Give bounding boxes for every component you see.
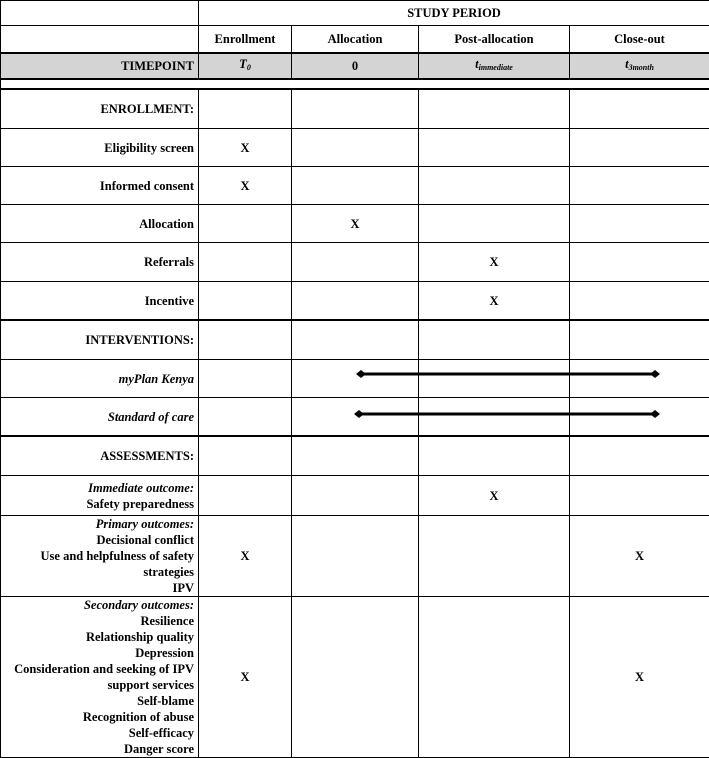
row-label: Incentive	[1, 282, 199, 321]
corner-cell	[1, 1, 199, 26]
mark-cell: X	[199, 516, 292, 597]
mark-cell	[199, 476, 292, 516]
timepoint-enrollment	[199, 53, 292, 79]
mark-cell: X	[199, 167, 292, 205]
primary-title: Primary outcomes:	[95, 517, 194, 531]
secondary-title: Secondary outcomes:	[83, 598, 194, 612]
col-allocation: Allocation	[292, 26, 419, 54]
mark-cell	[419, 167, 570, 205]
secondary-item: Relationship quality	[85, 630, 194, 644]
mark-cell	[292, 597, 419, 758]
mark-cell	[292, 167, 419, 205]
assessments-heading: ASSESSMENTS:	[1, 436, 199, 476]
mark-cell	[292, 282, 419, 321]
table-row	[1, 243, 709, 282]
mark-cell	[570, 243, 709, 282]
mark-cell	[199, 243, 292, 282]
enrollment-heading: ENROLLMENT:	[1, 89, 199, 129]
col-post-allocation: Post-allocation	[419, 26, 570, 54]
timepoint-allocation: 0	[292, 53, 419, 79]
row-label: Allocation	[1, 205, 199, 243]
row-label: Standard of care	[1, 398, 199, 437]
immediate-outcome-label	[1, 476, 199, 516]
mark-cell	[570, 476, 709, 516]
mark-cell	[419, 205, 570, 243]
mark-cell	[570, 205, 709, 243]
col-close-out: Close-out	[570, 26, 709, 54]
immediate-outcome-row	[1, 476, 709, 516]
table-row	[1, 282, 709, 321]
mark-cell: X	[199, 129, 292, 167]
mark-cell: X	[419, 282, 570, 321]
interventions-heading-row	[1, 320, 709, 360]
study-period-row	[1, 1, 709, 26]
immediate-title: Immediate outcome:	[88, 480, 194, 495]
col-enrollment: Enrollment	[199, 26, 292, 54]
mark-cell	[419, 129, 570, 167]
row-label: myPlan Kenya	[1, 360, 199, 398]
primary-outcomes-row	[1, 516, 709, 597]
timepoint-closeout	[570, 53, 709, 79]
tp-close-sub: 3month	[628, 63, 654, 72]
mark-cell	[199, 282, 292, 321]
mark-cell: X	[570, 516, 709, 597]
timepoint-row	[1, 53, 709, 79]
intervention-row-myplan	[1, 360, 709, 398]
mark-cell: X	[419, 243, 570, 282]
interventions-heading: INTERVENTIONS:	[1, 320, 199, 360]
secondary-item: Recognition of abuse	[82, 710, 194, 724]
secondary-item: Self-efficacy	[128, 726, 194, 740]
enrollment-heading-row	[1, 89, 709, 129]
mark-cell	[570, 129, 709, 167]
mark-cell	[292, 516, 419, 597]
assessments-heading-row	[1, 436, 709, 476]
intervention-row-standard	[1, 398, 709, 437]
secondary-item: Depression	[135, 646, 194, 660]
tp-post-base: t	[475, 57, 479, 71]
secondary-item: Consideration and seeking of IPV support services	[14, 662, 194, 692]
mark-cell	[570, 167, 709, 205]
corner-cell-2	[1, 26, 199, 54]
tp-post-sub: immediate	[478, 63, 513, 72]
study-period-header: STUDY PERIOD	[199, 1, 709, 26]
mark-cell: X	[570, 597, 709, 758]
row-label: Eligibility screen	[1, 129, 199, 167]
secondary-item: Resilience	[140, 614, 194, 628]
table-row	[1, 129, 709, 167]
mark-cell	[292, 129, 419, 167]
primary-item: Decisional conflict	[96, 533, 194, 547]
row-label: Informed consent	[1, 167, 199, 205]
tp-close-base: t	[625, 57, 629, 71]
timepoint-post	[419, 53, 570, 79]
immediate-item: Safety preparedness	[86, 496, 194, 511]
primary-item: Use and helpfulness of safety strategies	[40, 549, 194, 579]
primary-item: IPV	[172, 581, 194, 595]
secondary-item: Danger score	[123, 742, 194, 756]
mark-cell: X	[292, 205, 419, 243]
timepoint-label: TIMEPOINT	[1, 53, 199, 79]
tp-enroll-base: T	[239, 57, 247, 71]
mark-cell	[570, 282, 709, 321]
primary-outcomes-label	[1, 516, 199, 597]
mark-cell	[419, 516, 570, 597]
column-header-row	[1, 26, 709, 54]
mark-cell	[199, 205, 292, 243]
tp-enroll-sub: 0	[246, 63, 251, 72]
secondary-item: Self-blame	[137, 694, 194, 708]
mark-cell: X	[199, 597, 292, 758]
row-label: Referrals	[1, 243, 199, 282]
table-row	[1, 205, 709, 243]
secondary-outcomes-label	[1, 597, 199, 758]
secondary-outcomes-row	[1, 597, 709, 758]
mark-cell	[419, 597, 570, 758]
mark-cell	[292, 243, 419, 282]
spacer-row	[1, 79, 709, 89]
table-row	[1, 167, 709, 205]
mark-cell: X	[419, 476, 570, 516]
mark-cell	[292, 476, 419, 516]
